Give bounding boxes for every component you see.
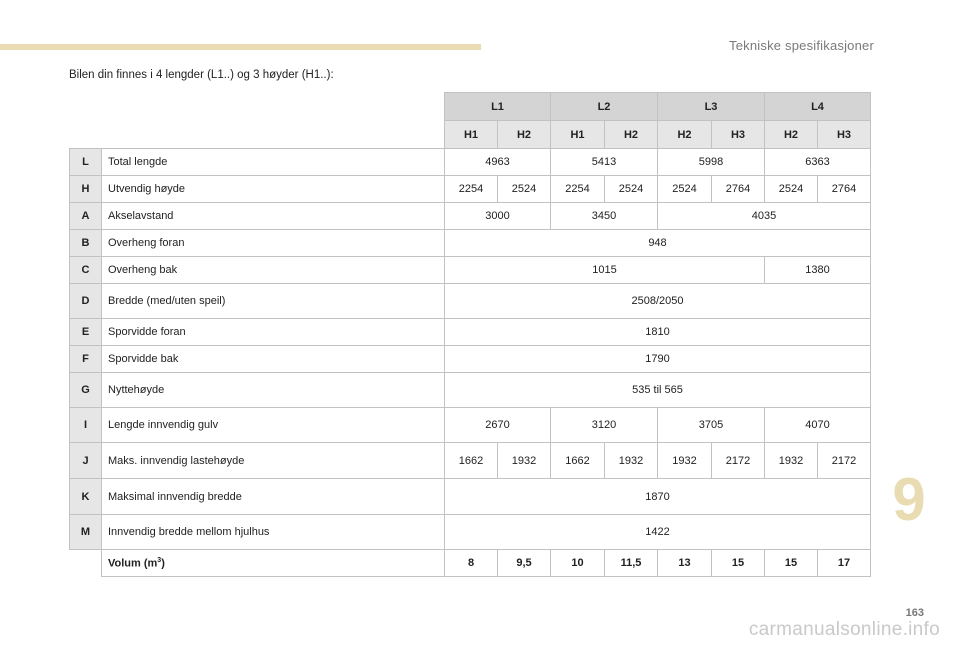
row-code: I	[70, 408, 102, 443]
row-code: H	[70, 176, 102, 203]
row-code: M	[70, 515, 102, 550]
table-row	[70, 203, 871, 230]
table-row	[70, 319, 871, 346]
value-cell: 1380	[765, 257, 871, 284]
row-label: Sporvidde foran	[102, 319, 445, 346]
intro-text: Bilen din finnes i 4 lengder (L1..) og 3 høyder (H1..):	[69, 69, 334, 81]
table-row	[70, 515, 871, 550]
table-row	[70, 284, 871, 319]
length-header: L3	[658, 93, 765, 121]
length-header: L2	[551, 93, 658, 121]
height-header: H2	[658, 121, 712, 149]
value-cell: 2524	[765, 176, 818, 203]
value-cell: 2524	[658, 176, 712, 203]
volume-unit-superscript: 3	[157, 556, 162, 564]
table-row	[70, 176, 871, 203]
table-row	[70, 479, 871, 515]
value-cell: 17	[818, 550, 871, 577]
value-cell: 1662	[551, 443, 605, 479]
row-label: Nyttehøyde	[102, 373, 445, 408]
table-row	[70, 149, 871, 176]
value-cell: 1932	[658, 443, 712, 479]
volume-label	[102, 550, 445, 577]
row-label: Lengde innvendig gulv	[102, 408, 445, 443]
value-cell: 5998	[658, 149, 765, 176]
height-header: H2	[605, 121, 658, 149]
row-code: C	[70, 257, 102, 284]
height-header: H3	[712, 121, 765, 149]
value-cell: 15	[765, 550, 818, 577]
row-label: Total lengde	[102, 149, 445, 176]
value-cell: 1870	[445, 479, 871, 515]
height-header: H2	[498, 121, 551, 149]
row-code: E	[70, 319, 102, 346]
value-cell: 2172	[818, 443, 871, 479]
value-cell: 1015	[445, 257, 765, 284]
row-label: Maksimal innvendig bredde	[102, 479, 445, 515]
value-cell: 2172	[712, 443, 765, 479]
table-row	[70, 408, 871, 443]
value-cell: 4035	[658, 203, 871, 230]
height-header-row	[70, 121, 871, 149]
header-accent-bar	[0, 44, 481, 50]
value-cell: 4070	[765, 408, 871, 443]
row-label: Bredde (med/uten speil)	[102, 284, 445, 319]
value-cell: 1810	[445, 319, 871, 346]
table-row	[70, 373, 871, 408]
row-code: G	[70, 373, 102, 408]
dimensions-table	[69, 92, 871, 577]
row-code: K	[70, 479, 102, 515]
value-cell: 2764	[712, 176, 765, 203]
watermark-text: carmanualsonline.info	[748, 619, 940, 640]
row-code: J	[70, 443, 102, 479]
value-cell: 1422	[445, 515, 871, 550]
value-cell: 15	[712, 550, 765, 577]
value-cell: 2254	[445, 176, 498, 203]
value-cell: 535 til 565	[445, 373, 871, 408]
table-row	[70, 443, 871, 479]
row-label: Akselavstand	[102, 203, 445, 230]
row-code: L	[70, 149, 102, 176]
value-cell: 3705	[658, 408, 765, 443]
table-row	[70, 346, 871, 373]
table-row	[70, 230, 871, 257]
value-cell: 3000	[445, 203, 551, 230]
page-number: 163	[905, 607, 924, 619]
value-cell: 6363	[765, 149, 871, 176]
value-cell: 3450	[551, 203, 658, 230]
volume-label-text: Volum (m	[108, 557, 158, 570]
value-cell: 1932	[498, 443, 551, 479]
value-cell: 11,5	[605, 550, 658, 577]
row-code: A	[70, 203, 102, 230]
length-header: L4	[765, 93, 871, 121]
value-cell: 1662	[445, 443, 498, 479]
value-cell: 8	[445, 550, 498, 577]
value-cell: 2508/2050	[445, 284, 871, 319]
section-title: Tekniske spesifikasjoner	[729, 38, 874, 53]
value-cell: 1790	[445, 346, 871, 373]
height-header: H1	[445, 121, 498, 149]
value-cell: 1932	[765, 443, 818, 479]
height-header: H1	[551, 121, 605, 149]
height-header: H3	[818, 121, 871, 149]
value-cell: 4963	[445, 149, 551, 176]
value-cell: 5413	[551, 149, 658, 176]
row-label: Overheng foran	[102, 230, 445, 257]
row-label: Sporvidde bak	[102, 346, 445, 373]
value-cell: 2254	[551, 176, 605, 203]
row-label: Overheng bak	[102, 257, 445, 284]
volume-row	[70, 550, 871, 577]
row-label: Utvendig høyde	[102, 176, 445, 203]
value-cell: 2670	[445, 408, 551, 443]
value-cell: 1932	[605, 443, 658, 479]
row-code: D	[70, 284, 102, 319]
volume-label-end: )	[161, 557, 165, 570]
length-header: L1	[445, 93, 551, 121]
value-cell: 3120	[551, 408, 658, 443]
chapter-number: 9	[892, 466, 926, 533]
value-cell: 2764	[818, 176, 871, 203]
value-cell: 2524	[605, 176, 658, 203]
value-cell: 10	[551, 550, 605, 577]
table-row	[70, 257, 871, 284]
value-cell: 2524	[498, 176, 551, 203]
row-code: F	[70, 346, 102, 373]
value-cell: 13	[658, 550, 712, 577]
row-label: Maks. innvendig lastehøyde	[102, 443, 445, 479]
height-header: H2	[765, 121, 818, 149]
value-cell: 948	[445, 230, 871, 257]
value-cell: 9,5	[498, 550, 551, 577]
length-header-row	[70, 93, 871, 121]
row-code: B	[70, 230, 102, 257]
row-label: Innvendig bredde mellom hjulhus	[102, 515, 445, 550]
